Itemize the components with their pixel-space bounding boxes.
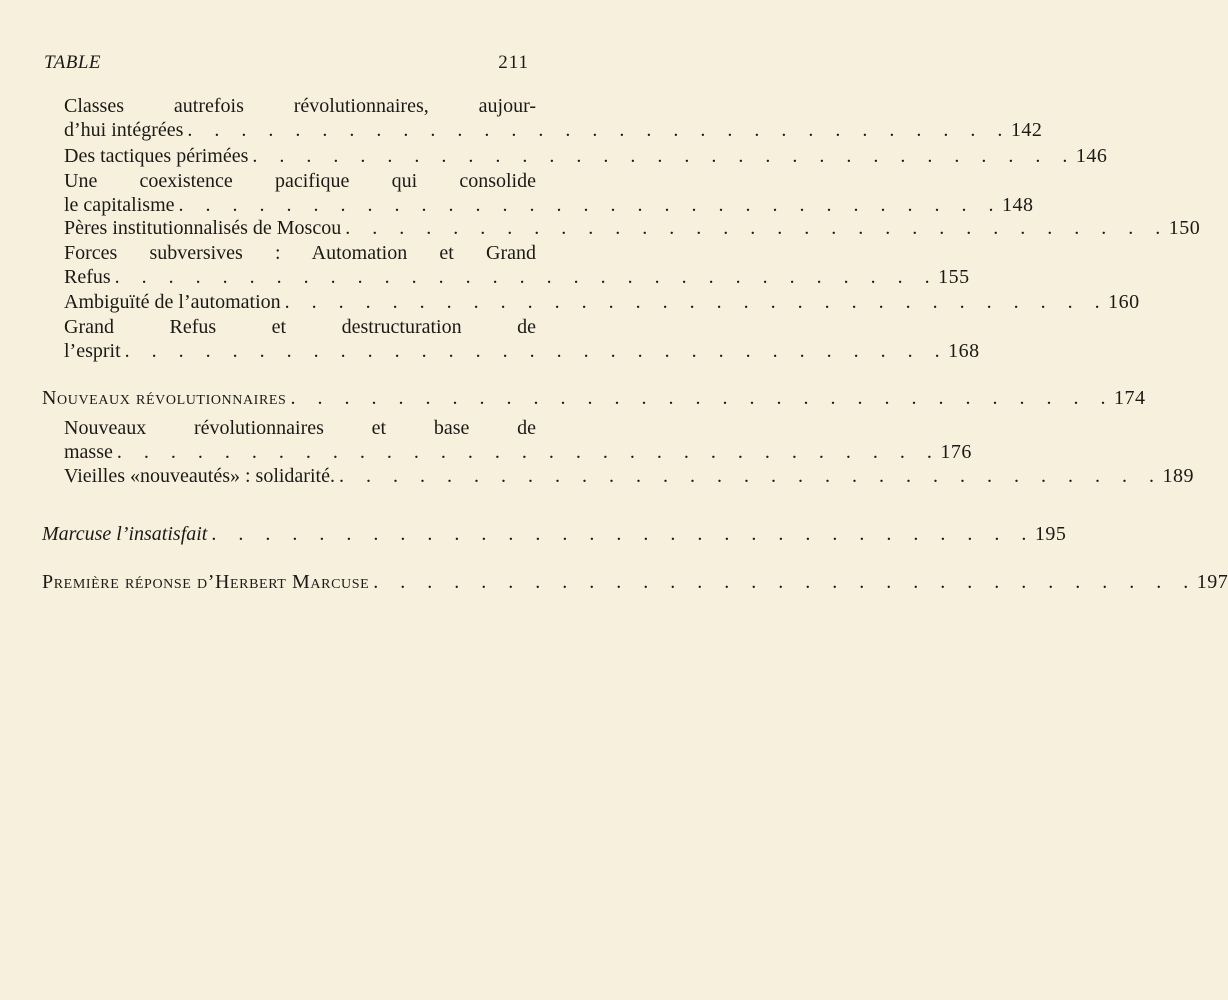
toc-page-number: 146 [1075,145,1108,167]
toc-entry-text: Nouveaux révolutionnaires et base de [64,417,536,439]
toc-entry-text: Vieilles «nouveautés» : solidarité. [64,465,335,487]
toc-page-number: 142 [1010,119,1043,141]
toc-page-number: 160 [1108,291,1140,313]
toc-entry-text: le capitalisme [64,194,175,216]
toc-entry [64,315,980,363]
toc-entry-text: l’esprit [64,340,121,362]
leader-dots: . . . . . . . . . . . . . . . . . . . . . . . . . . . . . . . [211,523,1035,545]
toc-entry-text: Grand Refus et destructuration de [64,316,536,338]
toc-section [42,386,1146,410]
toc-entry-text: Classes autrefois révolutionnaires, aujour- [64,95,536,117]
toc-page-number: 148 [1002,194,1034,216]
running-header [44,52,529,74]
running-title: TABLE [44,52,102,73]
leader-dots: . . . . . . . . . . . . . . . . . . . . . . . . . . . . . . . [124,340,949,362]
toc-section [42,570,1228,594]
page-number: 211 [498,52,529,73]
toc-entry-text: Ambiguïté de l’automation [64,291,281,313]
toc-page-number: 150 [1168,217,1201,239]
toc-section-title: Première réponse d’Herbert Marcuse [42,571,370,593]
leader-dots: . . . . . . . . . . . . . . . . . . . . . . . . . . . . . . . [290,387,1114,409]
toc-entry [64,464,1194,488]
toc-page-number: 176 [940,441,972,463]
toc-entry [64,169,1034,217]
toc-entry [64,416,972,464]
toc-entry-text: Une coexistence pacifique qui consolide [64,170,536,192]
toc-entry-text: masse [64,441,113,463]
leader-dots: . . . . . . . . . . . . . . . . . . . . . . . . . . . . . . . [373,571,1197,593]
leader-dots: . . . . . . . . . . . . . . . . . . . . . . . . . . . . . . . [338,465,1163,487]
leader-dots: . . . . . . . . . . . . . . . . . . . . . . . . . . . . . . . [116,441,941,463]
toc-page-number: 174 [1113,387,1146,409]
leader-dots: . . . . . . . . . . . . . . . . . . . . . . . . . . . . . . . [284,291,1109,313]
leader-dots: . . . . . . . . . . . . . . . . . . . . . . . . . . . . . . . [345,217,1169,239]
toc-entry [64,94,1043,142]
toc-page-number: 189 [1162,465,1194,487]
toc-entry-text: Des tactiques périmées [64,145,249,167]
toc-entry [64,290,1140,314]
toc-section-title: Nouveaux révolutionnaires [42,387,287,409]
toc-page-number: 197 [1196,571,1228,593]
toc-entry [64,144,1108,168]
leader-dots: . . . . . . . . . . . . . . . . . . . . . . . . . . . . . . . [114,266,939,288]
leader-dots: . . . . . . . . . . . . . . . . . . . . . . . . . . . . . . . [187,119,1011,141]
toc-entry [64,241,970,289]
toc-entry-text: Forces subversives : Automation et Grand [64,242,536,264]
toc-entry [64,216,1201,240]
leader-dots: . . . . . . . . . . . . . . . . . . . . . . . . . . . . . . . [178,194,1003,216]
toc-entry-text: Pères institutionnalisés de Moscou [64,217,342,239]
toc-entry-text: Refus [64,266,111,288]
toc-page-number: 195 [1034,523,1067,545]
leader-dots: . . . . . . . . . . . . . . . . . . . . . . . . . . . . . . . [252,145,1076,167]
toc-section-title: Marcuse l’insatisfait [42,523,208,545]
toc-page-number: 168 [948,340,980,362]
toc-page-number: 155 [938,266,970,288]
toc-section [42,522,1067,546]
toc-entry-text: d’hui intégrées [64,119,184,141]
